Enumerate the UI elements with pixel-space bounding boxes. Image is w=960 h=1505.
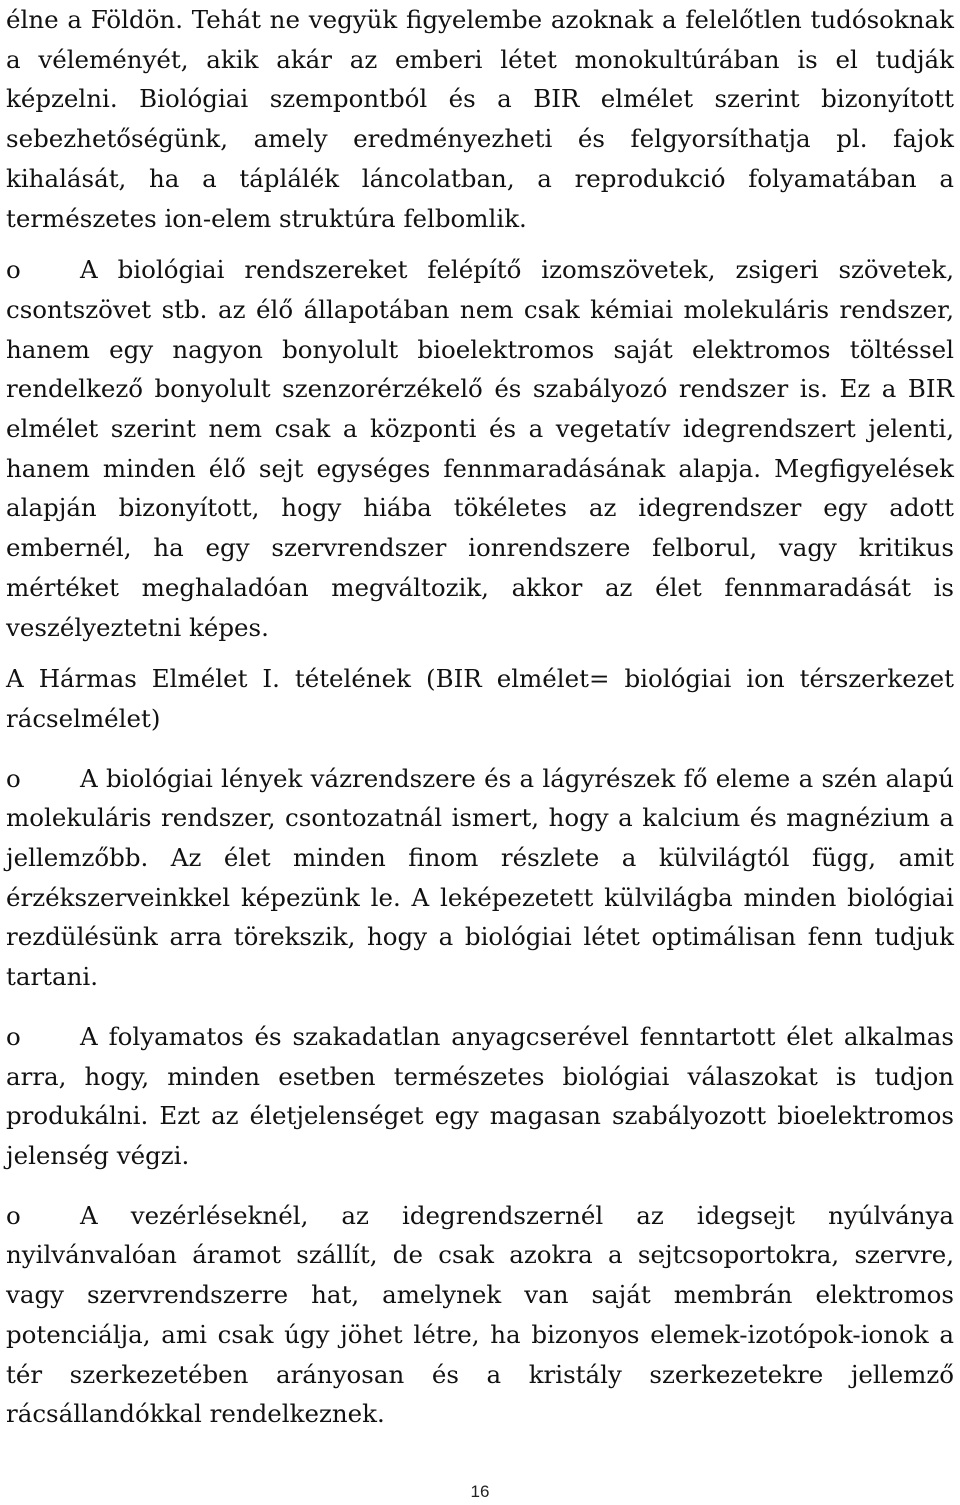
paragraph-text: élne a Földön. Tehát ne vegyük figyelembe azoknak a felelőtlen tudósoknak a véleményét, akik akár az emberi létet monokultúrában is el tudják képzelni. Biológiai szempontból és a BIR elmélet szerint bizonyított sebezhetőségünk, amely eredményezheti és felgyorsíthatja pl. fajok kihalását, ha a táplálék láncolatban, a reprodukció folyamatában a természetes ion-elem struktúra felbomlik.	[6, 5, 954, 233]
paragraph-intro	[6, 0, 954, 238]
paragraph-text: A folyamatos és szakadatlan anyagcserével fenntartott élet alkalmas arra, hogy, minden esetben természetes biológiai válaszokat is tudjon produkálni. Ezt az életjelenséget egy magasan szabályozott bioelektromos jelenség végzi.	[6, 1021, 954, 1170]
bullet-paragraph-nervous-control	[6, 1196, 954, 1434]
page-number: 16	[470, 1482, 490, 1501]
bullet-marker: o	[6, 1200, 21, 1230]
bullet-paragraph-skeletal-system	[6, 759, 954, 997]
bullet-marker: o	[6, 1021, 21, 1051]
paragraph-theory-heading	[6, 659, 954, 738]
bullet-marker: o	[6, 255, 21, 285]
bullet-marker: o	[6, 763, 21, 793]
document-page	[6, 0, 954, 1434]
paragraph-text: A Hármas Elmélet I. tételének (BIR elmélet= biológiai ion térszerkezet rácselmélet)	[6, 664, 954, 733]
paragraph-text: A vezérléseknél, az idegrendszernél az idegsejt nyúlványa nyilvánvalóan áramot szállít, de csak azokra a sejtcsoportokra, szervre, vagy szervrendszerre hat, amelynek van saját membrán elektromos potenciálja, ami csak úgy jöhet létre, ha bizonyos elemek-izotópok-ionok a tér szerkezetében arányosan és a kristály szerkezetekre jellemző rácsállandókkal rendelkeznek.	[6, 1200, 954, 1429]
paragraph-text: A biológiai rendszereket felépítő izomszövetek, zsigeri szövetek, csontszövet stb. az élő állapotában nem csak kémiai molekuláris rendszer, hanem egy nagyon bonyolult bioelektromos saját elektromos töltéssel rendelkező bonyolult szenzorérzékelő és szabályozó rendszer is. Ez a BIR elmélet szerint nem csak a központi és a vegetatív idegrendszert jelenti, hanem minden élő sejt egységes fennmaradásának alapja. Megfigyelések alapján bizonyított, hogy hiába tökéletes az idegrendszer egy adott embernél, ha egy szervrendszer ionrendszere felborul, vagy kritikus mértéket meghaladóan megváltozik, akkor az élet fennmaradását is veszélyeztetni képes.	[6, 255, 954, 642]
bullet-paragraph-metabolism	[6, 1017, 954, 1176]
paragraph-text: A biológiai lények vázrendszere és a lágyrészek fő eleme a szén alapú molekuláris rendszer, csontozatnál ismert, hogy a kalcium és magnézium a jellemzőbb. Az élet minden finom részlete a külvilágtól függ, amit érzékszerveinkkel képezünk le. A leképezetett külvilágba minden biológiai rezdülésünk arra törekszik, hogy a biológiai létet optimálisan fenn tudjuk tartani.	[6, 763, 954, 992]
bullet-paragraph-biological-systems	[6, 250, 954, 647]
